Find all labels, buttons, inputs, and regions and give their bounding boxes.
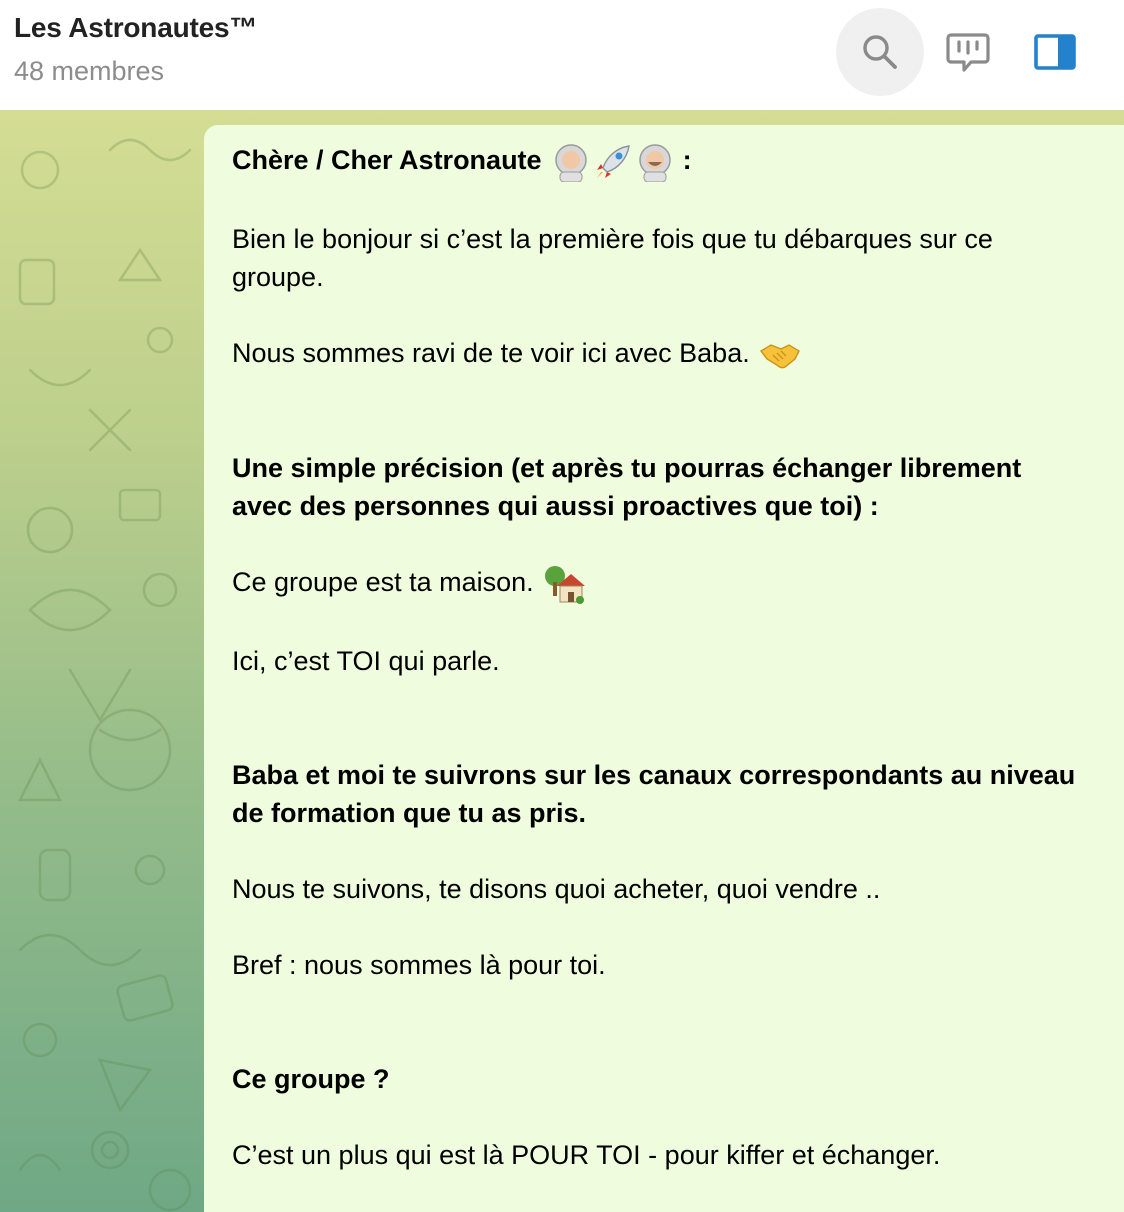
paragraph-3-line-1: Une simple précision (et après tu pourras échanger librement [232,452,1022,483]
greeting-colon: : [682,145,692,175]
message-greeting [232,141,1124,182]
paragraph-7: Nous te suivons, te disons quoi acheter, quoi vendre .. [232,873,881,904]
rocket-emoji [593,142,633,182]
paragraph-2 [232,334,1124,373]
paragraph-5: Ici, c’est TOI qui parle. [232,645,500,676]
wallpaper-pattern [0,110,204,1212]
sidebar-toggle-button[interactable] [1011,8,1099,96]
search-icon [860,32,900,72]
paragraph-4-text: Ce groupe est ta maison. [232,566,534,597]
paragraph-1-line-2: groupe. [232,261,324,292]
search-button[interactable] [836,8,924,96]
paragraph-6-line-1: Baba et moi te suivrons sur les canaux correspondants au niveau [232,759,1076,790]
member-count[interactable]: 48 membres [14,56,165,86]
house-emoji [543,564,587,604]
chat-title[interactable]: Les Astronautes™ [14,12,258,43]
sidebar-panel-icon [1033,32,1077,72]
astronaut-emoji [551,142,591,182]
greeting-text: Chère / Cher Astronaute [232,145,542,175]
paragraph-4 [232,563,1124,604]
chat-area[interactable] [0,110,1124,1212]
message-bubble[interactable] [204,125,1124,1212]
paragraph-10: C’est un plus qui est là POUR TOI - pour kiffer et échanger. [232,1139,941,1170]
paragraph-9: Ce groupe ? [232,1063,390,1094]
paragraph-8: Bref : nous sommes là pour toi. [232,949,606,980]
paragraph-1-line-1: Bien le bonjour si c’est la première fois que tu débarques sur ce [232,223,993,254]
handshake-emoji [759,337,801,373]
astronaut-emoji [635,142,675,182]
chat-header [0,0,1124,110]
paragraph-6-line-2: de formation que tu as pris. [232,797,587,828]
topics-button[interactable] [924,8,1012,96]
paragraph-3-line-2: avec des personnes qui aussi proactives que toi) : [232,490,879,521]
topics-icon [945,29,991,75]
paragraph-2-text: Nous sommes ravi de te voir ici avec Baba. [232,337,750,368]
